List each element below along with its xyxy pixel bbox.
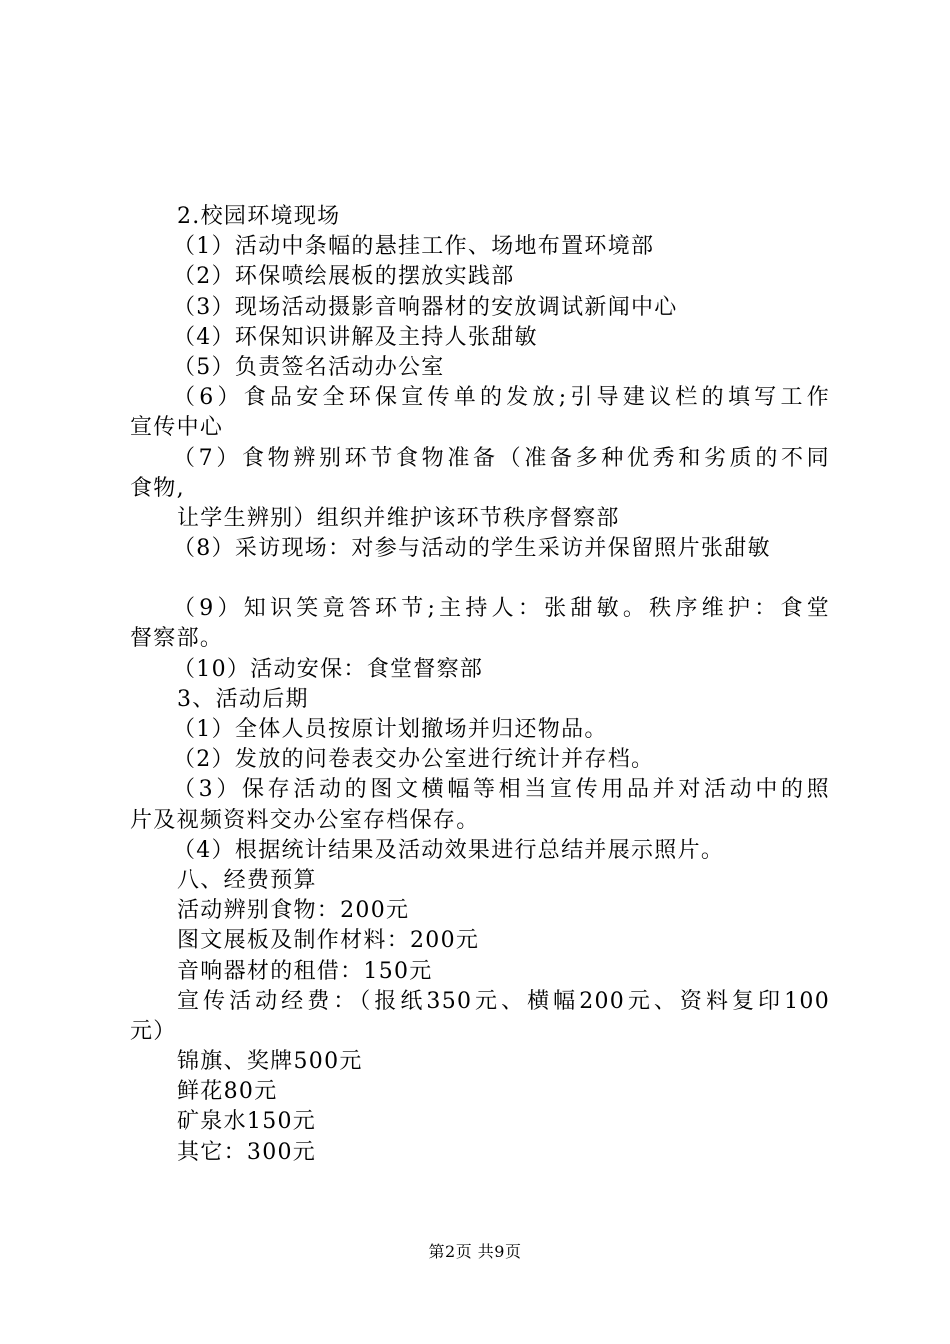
budget-item-continuation: 元） bbox=[130, 1018, 177, 1044]
document-body bbox=[130, 202, 830, 1168]
page-number-footer: 第2页 共9页 bbox=[428, 1242, 522, 1261]
budget-item: 图文展板及制作材料：200元 bbox=[177, 928, 480, 954]
list-item: （2）环保喷绘展板的摆放实践部 bbox=[173, 264, 515, 290]
list-item: （4）根据统计结果及活动效果进行总结并展示照片。 bbox=[173, 837, 725, 863]
budget-item: 锦旗、奖牌500元 bbox=[177, 1049, 363, 1075]
list-item: （6）食品安全环保宣传单的发放;引导建议栏的填写工作 bbox=[173, 385, 830, 411]
budget-item: 音响器材的租借：150元 bbox=[177, 958, 433, 984]
section-heading-budget: 八、经费预算 bbox=[177, 867, 317, 893]
list-item-continuation: 片及视频资料交办公室存档保存。 bbox=[130, 807, 480, 833]
list-item-continuation: 督察部。 bbox=[130, 626, 224, 652]
list-item-continuation: 宣传中心 bbox=[130, 415, 224, 441]
list-item: （4）环保知识讲解及主持人张甜敏 bbox=[173, 324, 538, 350]
section-heading-campus-site: 2.校园环境现场 bbox=[177, 204, 341, 229]
budget-item: 矿泉水150元 bbox=[177, 1109, 317, 1135]
list-item: （9）知识笑竟答环节;主持人：张甜敏。秩序维护：食堂 bbox=[173, 596, 830, 622]
list-item: （8）采访现场：对参与活动的学生采访并保留照片张甜敏 bbox=[173, 536, 771, 562]
list-item: （10）活动安保：食堂督察部 bbox=[173, 656, 484, 682]
list-item: （3）保存活动的图文横幅等相当宣传用品并对活动中的照 bbox=[173, 777, 830, 803]
list-item: （1）全体人员按原计划撤场并归还物品。 bbox=[173, 717, 608, 742]
section-heading-post-activity: 3、活动后期 bbox=[177, 686, 309, 712]
budget-item: 宣传活动经费：（报纸350元、横幅200元、资料复印100 bbox=[177, 988, 830, 1014]
list-item: （5）负责签名活动办公室 bbox=[173, 354, 445, 380]
budget-item: 其它：300元 bbox=[177, 1139, 317, 1165]
budget-item: 鲜花80元 bbox=[177, 1079, 278, 1105]
blank-line bbox=[130, 564, 830, 594]
list-item: （3）现场活动摄影音响器材的安放调试新闻中心 bbox=[173, 294, 678, 320]
list-item-continuation: 让学生辨别）组织并维护该环节秩序督察部 bbox=[177, 505, 620, 531]
list-item: （1）活动中条幅的悬挂工作、场地布置环境部 bbox=[173, 234, 655, 260]
list-item-continuation: 食物, bbox=[130, 475, 185, 501]
list-item: （2）发放的问卷表交办公室进行统计并存档。 bbox=[173, 747, 655, 773]
budget-item: 活动辨别食物：200元 bbox=[177, 898, 410, 924]
list-item: （7）食物辨别环节食物准备（准备多种优秀和劣质的不同 bbox=[173, 445, 830, 471]
